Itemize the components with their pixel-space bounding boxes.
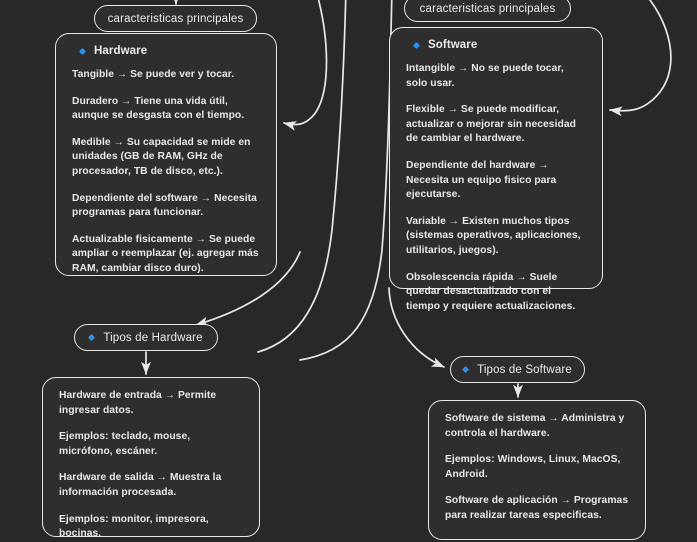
- card-title-row: [72, 45, 260, 57]
- card-paragraph: Actualizable fisicamente → Se puede ampliar o reemplazar (ej. agregar más RAM, cambiar disco duro).: [72, 233, 259, 275]
- edge-spine-right: [300, 0, 392, 360]
- bullet-diamond-icon: [413, 41, 420, 48]
- card-paragraph: Software de aplicación → Programas para realizar tareas especificas.: [445, 495, 629, 522]
- card-paragraph: Flexible → Se puede modificar, actualizar o mejorar sin necesidad de cambiar el hardware.: [406, 104, 576, 145]
- node-label: Tipos de Hardware: [103, 331, 203, 344]
- bullet-diamond-icon: [79, 47, 86, 54]
- edge-to-software-card: [610, 0, 671, 111]
- card-paragraph: Software de sistema → Administra y controla el hardware.: [445, 413, 625, 439]
- card-paragraph: Tangible → Se puede ver y tocar.: [72, 69, 235, 80]
- card-paragraph: Hardware de salida → Muestra la información procesada.: [59, 472, 222, 499]
- bullet-diamond-icon: [462, 366, 469, 373]
- node-caracteristicas-principales-hardware[interactable]: [94, 5, 257, 32]
- card-paragraph: Variable → Existen muchos tipos (sistemas operativos, aplicaciones, utilitarios, juegos).: [406, 215, 581, 257]
- card-title-row: [406, 39, 586, 51]
- node-tipos-hardware-detalle[interactable]: [42, 377, 260, 540]
- node-tipos-de-software[interactable]: [450, 356, 585, 383]
- card-paragraph: Obsolescencia rápida → Suele quedar desactualizado con el tiempo y requiere actualizaciones.: [406, 271, 576, 312]
- card-title: Software: [428, 39, 478, 51]
- node-hardware-card[interactable]: [55, 33, 277, 276]
- bullet-diamond-icon: [88, 334, 95, 341]
- node-tipos-de-hardware[interactable]: [74, 324, 218, 351]
- node-label: caracteristicas principales: [107, 12, 244, 25]
- card-paragraph: Hardware de entrada → Permite ingresar datos.: [59, 390, 217, 416]
- edge-to-hardware-card: [284, 0, 327, 125]
- node-caracteristicas-principales-software[interactable]: [404, 0, 571, 22]
- card-paragraph: Intangible → No se puede tocar, solo usar.: [406, 63, 564, 89]
- card-paragraph: Dependiente del software → Necesita programas para funcionar.: [72, 192, 257, 219]
- node-label: caracteristicas principales: [419, 2, 556, 15]
- card-paragraph: Ejemplos: teclado, mouse, micrófono, escáner.: [59, 431, 191, 457]
- node-label: Tipos de Software: [477, 363, 572, 376]
- card-paragraph: Dependiente del hardware → Necesita un equipo fisico para ejecutarse.: [406, 160, 557, 201]
- card-paragraph: Ejemplos: Windows, Linux, MacOS, Android.: [445, 454, 621, 480]
- card-paragraph: Ejemplos: monitor, impresora, bocinas.: [59, 513, 209, 540]
- card-title: Hardware: [94, 45, 148, 57]
- node-software-card[interactable]: [389, 27, 603, 312]
- card-paragraph: Duradero → Tiene una vida útil, aunque se desgasta con el tiempo.: [72, 95, 245, 122]
- card-paragraph: Medible → Su capacidad se mide en unidades (GB de RAM, GHz de procesador, TB de disco, etc.).: [72, 136, 251, 178]
- node-tipos-software-detalle[interactable]: [428, 400, 646, 540]
